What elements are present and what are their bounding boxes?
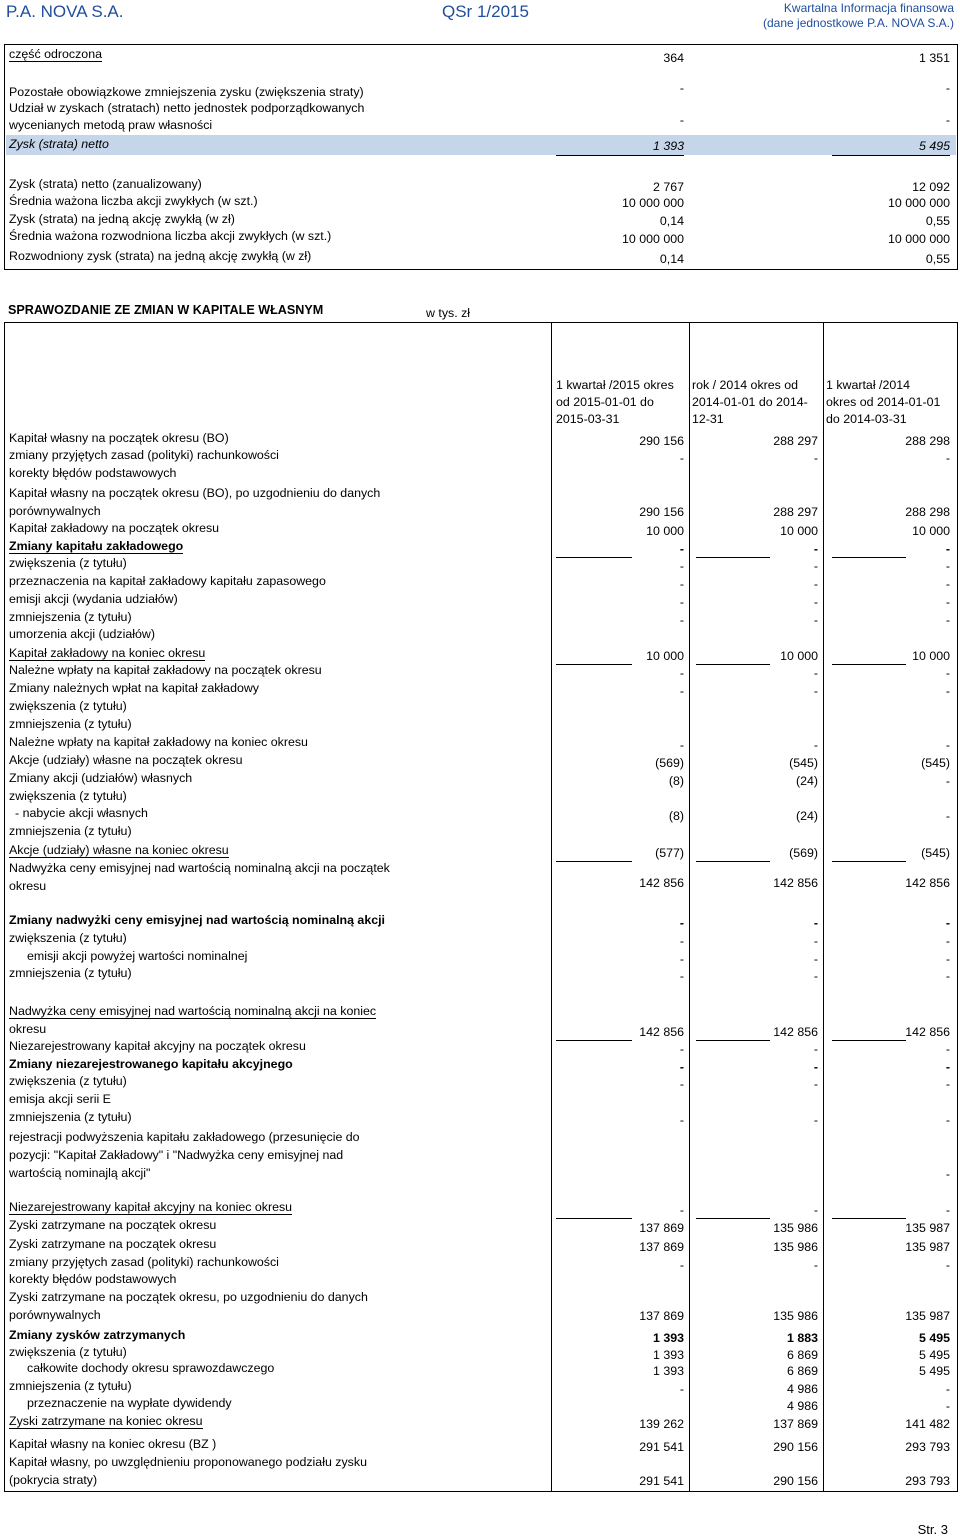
equity-value: 139 262 [639,1417,684,1431]
equity-value: 291 541 [639,1440,684,1454]
equity-row-label-cont: porównywalnych [9,504,101,518]
value-2015: 0,14 [659,252,684,266]
equity-row-label: Kapitał własny na początek okresu (BO), po uzgodnieniu do danych [9,486,381,500]
total-underline [696,664,770,665]
equity-value: 135 987 [905,1240,950,1254]
col-header-line: od 2015-01-01 do [556,395,654,409]
equity-value: (8) [668,809,684,823]
total-underline [832,1040,906,1041]
equity-value: - [945,684,950,698]
equity-value: - [679,1258,684,1272]
equity-row-label: Zmiany niezarejestrowanego kapitału akcyjnego [9,1057,293,1071]
equity-value: - [813,1042,818,1056]
equity-value: - [945,451,950,465]
total-underline [696,557,770,558]
equity-value: 5 495 [918,1348,950,1362]
equity-row-label: przeznaczenia na kapitał zakładowy kapitału zapasowego [9,574,326,588]
equity-value: - [679,577,684,591]
equity-value: - [945,542,950,556]
total-underline [832,664,906,665]
equity-row-label: zwiększenia (z tytułu) [9,556,127,570]
equity-row-label: Zmiany nadwyżki ceny emisyjnej nad wartością nominalną akcji [9,913,385,927]
col-header-line: 12-31 [692,412,724,426]
equity-row-label: Zmiany zysków zatrzymanych [9,1328,186,1342]
col-header-q1-2014 [826,377,940,428]
equity-value: 10 000 [780,524,818,538]
page-number: Str. 3 [917,1522,948,1537]
equity-value: - [679,934,684,948]
equity-value: 10 000 [912,649,950,663]
equity-row-label: Kapitał zakładowy na początek okresu [9,521,220,535]
equity-value: 137 869 [639,1309,684,1323]
equity-value: - [679,738,684,752]
equity-row-label-cont: wartością nominajlą akcji" [9,1166,151,1180]
equity-value: - [945,1399,950,1413]
equity-row-label: zmniejszenia (z tytułu) [9,1379,132,1393]
equity-value: 288 297 [773,505,818,519]
equity-row-label: Akcje (udziały) własne na koniec okresu [9,843,229,857]
equity-row-label: emisja akcji serii E [9,1092,111,1106]
report-scope: (dane jednostkowe P.A. NOVA S.A.) [763,16,954,30]
equity-value: 288 298 [905,434,950,448]
equity-row-label: przeznaczenie na wypłate dywidendy [27,1396,232,1410]
equity-value: - [813,451,818,465]
equity-row-label: emisji akcji (wydania udziałów) [9,592,178,606]
equity-value: - [679,1382,684,1396]
equity-row-label: Zyski zatrzymane na początek okresu [9,1218,217,1232]
equity-value: 137 869 [773,1417,818,1431]
equity-row-label: zmniejszenia (z tytułu) [9,610,132,624]
equity-row-label: Nadwyżka ceny emisyjnej nad wartością nominalną akcji na koniec [9,1004,377,1018]
equity-value: (577) [655,846,684,860]
col-header-line: do 2014-03-31 [826,412,907,426]
value-2014: - [945,81,950,95]
equity-value: - [679,1060,684,1074]
col-header-q1-2015 [556,377,674,428]
equity-value: 1 393 [652,1348,684,1362]
total-underline [696,1218,770,1219]
value-2014: 0,55 [925,214,950,228]
equity-value: (569) [789,846,818,860]
unit-label: w tys. zł [426,306,471,320]
equity-value: - [945,1382,950,1396]
row-label: Zysk (strata) netto (zanualizowany) [9,177,202,191]
equity-value: - [813,559,818,573]
total-underline [832,1218,906,1219]
col-header-line: okres od 2014-01-01 [826,395,941,409]
equity-row-label: umorzenia akcji (udziałów) [9,627,155,641]
total-underline [696,861,770,862]
equity-row-label: Zmiany akcji (udziałów) własnych [9,771,193,785]
equity-row-label-cont: (pokrycia straty) [9,1473,98,1487]
equity-value: - [679,1113,684,1127]
equity-row-label: Niezarejestrowany kapitał akcyjny na koniec okresu [9,1200,293,1214]
equity-value: - [813,1203,818,1217]
equity-row-label: Kapitał własny na początek okresu (BO) [9,431,229,445]
equity-value: 135 986 [773,1309,818,1323]
equity-value: - [679,666,684,680]
equity-value: - [945,559,950,573]
equity-value: 142 856 [773,1025,818,1039]
equity-value: 137 869 [639,1240,684,1254]
equity-value: - [813,613,818,627]
col-header-line: rok / 2014 okres od [692,378,799,392]
equity-value: 288 298 [905,505,950,519]
equity-value: - [679,684,684,698]
row-label: Zysk (strata) na jedną akcję zwykłą (w zł) [9,212,235,226]
equity-value: 5 495 [918,1331,950,1345]
equity-value: (569) [655,756,684,770]
equity-value: 135 986 [773,1221,818,1235]
value-2015: - [679,81,684,95]
equity-row-label: Kapitał własny, po uwzględnieniu proponowanego podziału zysku [9,1455,367,1469]
value-2014: 1 351 [918,51,950,65]
equity-value: 288 297 [773,434,818,448]
equity-value: 142 856 [639,1025,684,1039]
total-underline [556,557,632,558]
equity-value: 10 000 [646,649,684,663]
equity-row-label: zmniejszenia (z tytułu) [9,966,132,980]
equity-row-label: zmniejszenia (z tytułu) [9,717,132,731]
equity-row-label: Kapitał własny na koniec okresu (BZ ) [9,1437,217,1451]
page-header [0,0,960,42]
total-underline [832,861,906,862]
equity-value: - [945,1113,950,1127]
equity-value: 6 869 [786,1364,818,1378]
equity-row-label: zwiększenia (z tytułu) [9,1074,127,1088]
equity-value: 1 883 [786,1331,818,1345]
equity-value: 4 986 [786,1382,818,1396]
equity-value: (545) [921,846,950,860]
equity-value: - [679,595,684,609]
equity-row-label: Akcje (udziały) własne na początek okresu [9,753,243,767]
equity-value: - [679,1203,684,1217]
company-name: P.A. NOVA S.A. [6,2,124,21]
col-header-line: 2015-03-31 [556,412,620,426]
equity-value: 135 987 [905,1221,950,1235]
equity-value: - [813,934,818,948]
equity-value: 142 856 [773,876,818,890]
equity-value: 5 495 [918,1364,950,1378]
equity-value: 135 986 [773,1240,818,1254]
value-2014: 10 000 000 [887,196,950,210]
equity-value: 142 856 [905,1025,950,1039]
equity-value: 6 869 [786,1348,818,1362]
equity-value: - [813,666,818,680]
equity-value: - [945,1060,950,1074]
row-label: Średnia ważona liczba akcji zwykłych (w szt.) [9,194,258,208]
row-label: część odroczona [9,47,102,61]
equity-row-label: zwiększenia (z tytułu) [9,699,127,713]
equity-row-label: zmniejszenia (z tytułu) [9,1110,132,1124]
equity-value: (24) [795,774,818,788]
equity-row-label: Zmiany należnych wpłat na kapitał zakładowy [9,681,260,695]
value-2015: - [679,113,684,127]
equity-value: 10 000 [912,524,950,538]
equity-row-label: zmniejszenia (z tytułu) [9,824,132,838]
equity-value: (8) [668,774,684,788]
equity-value: - [813,1077,818,1091]
row-label: Zysk (strata) netto [9,137,109,151]
equity-row-label: korekty błędów podstawowych [9,1272,177,1286]
equity-value: - [945,666,950,680]
equity-row-label-cont: okresu [9,1022,47,1036]
equity-value: - [679,451,684,465]
col-divider [551,323,552,1491]
equity-value: - [945,969,950,983]
total-underline [696,1040,770,1041]
equity-row-label-cont: okresu [9,879,47,893]
equity-value: 142 856 [639,876,684,890]
equity-value: - [945,738,950,752]
row-label: Rozwodniony zysk (strata) na jedną akcję zwykłą (w zł) [9,249,312,263]
equity-value: 293 793 [905,1474,950,1488]
equity-row-label: - nabycie akcji własnych [15,806,148,820]
total-underline [556,861,632,862]
equity-value: 135 987 [905,1309,950,1323]
equity-value: - [945,595,950,609]
equity-value: 290 156 [639,505,684,519]
equity-value: - [945,577,950,591]
equity-row-label: Zyski zatrzymane na początek okresu, po uzgodnieniu do danych [9,1290,368,1304]
equity-row-label: całkowite dochody okresu sprawozdawczego [27,1361,275,1375]
equity-value: - [679,613,684,627]
equity-row-label: Zyski zatrzymane na koniec okresu [9,1414,203,1428]
equity-value: - [679,1077,684,1091]
equity-row-label: zwiększenia (z tytułu) [9,1345,127,1359]
equity-row-label: Zyski zatrzymane na początek okresu [9,1237,217,1251]
equity-value: (545) [789,756,818,770]
value-2015: 364 [663,51,684,65]
value-2014: 0,55 [925,252,950,266]
value-2015: 10 000 000 [621,232,684,246]
equity-value: - [679,969,684,983]
equity-row-label: zmiany przyjętych zasad (polityki) rachunkowości [9,448,279,462]
equity-value: 1 393 [652,1331,684,1345]
row-label: Udział w zyskach (stratach) netto jednostek podporządkowanych [9,101,365,115]
col-header-line: 1 kwartał /2015 okres [556,378,674,392]
equity-value: - [945,934,950,948]
equity-value: 141 482 [905,1417,950,1431]
equity-value: - [945,1167,950,1181]
equity-value: 137 869 [639,1221,684,1235]
total-underline [556,664,632,665]
equity-value: - [813,542,818,556]
equity-value: - [813,1060,818,1074]
col-divider [823,323,824,1491]
value-2015: 1 393 [652,139,684,153]
equity-value: - [945,1077,950,1091]
equity-value: - [813,684,818,698]
equity-value: (545) [921,756,950,770]
equity-value: - [679,559,684,573]
value-2014: 5 495 [918,139,950,153]
equity-row-label: zwiększenia (z tytułu) [9,931,127,945]
col-header-year-2014 [692,377,808,428]
value-2014: - [945,113,950,127]
total-underline [832,557,906,558]
equity-value: - [945,809,950,823]
equity-value: - [945,1042,950,1056]
equity-value: - [679,916,684,930]
equity-value: - [945,1203,950,1217]
report-id: QSr 1/2015 [442,2,529,21]
equity-row-label: Należne wpłaty na kapitał zakładowy na początek okresu [9,663,322,677]
equity-row-label: rejestracji podwyższenia kapitału zakładowego (przesunięcie do [9,1130,360,1144]
equity-value: - [945,1258,950,1272]
value-2015: 0,14 [659,214,684,228]
col-header-line: 1 kwartał /2014 [826,378,911,392]
row-label-cont: wycenianych metodą praw własności [9,118,213,132]
equity-row-label-cont: porównywalnych [9,1308,101,1322]
equity-title: SPRAWOZDANIE ZE ZMIAN W KAPITALE WŁASNYM [8,303,324,317]
equity-row-label: Kapitał zakładowy na koniec okresu [9,646,206,660]
col-header-line: 2014-01-01 do 2014- [692,395,808,409]
report-type: Kwartalna Informacja finansowa [783,1,954,15]
value-2014: 12 092 [912,180,950,194]
value-2015: 10 000 000 [621,196,684,210]
equity-value: 4 986 [786,1399,818,1413]
equity-row-label: korekty błędów podstawowych [9,466,177,480]
equity-value: - [813,595,818,609]
equity-value: - [813,952,818,966]
equity-row-label: Należne wpłaty na kapitał zakładowy na koniec okresu [9,735,308,749]
equity-value: - [945,916,950,930]
equity-row-label: Zmiany kapitału zakładowego [9,539,184,553]
equity-value: - [813,738,818,752]
equity-value: - [945,952,950,966]
equity-row-label: Niezarejestrowany kapitał akcyjny na początek okresu [9,1039,306,1053]
total-underline [556,1040,632,1041]
equity-row-label: zwiększenia (z tytułu) [9,789,127,803]
equity-value: - [813,1258,818,1272]
total-underline [832,155,950,156]
equity-value: 290 156 [639,434,684,448]
equity-value: 10 000 [780,649,818,663]
equity-row-label-cont: pozycji: "Kapitał Zakładowy" i "Nadwyżka ceny emisyjnej nad [9,1148,344,1162]
row-label: Średnia ważona rozwodniona liczba akcji zwykłych (w szt.) [9,229,332,243]
value-2015: 2 767 [652,180,684,194]
equity-value: 291 541 [639,1474,684,1488]
equity-value: - [679,952,684,966]
equity-row-label: emisji akcji powyżej wartości nominalnej [27,949,248,963]
equity-value: 142 856 [905,876,950,890]
equity-row-label: Nadwyżka ceny emisyjnej nad wartością nominalną akcji na początek [9,861,390,875]
equity-value: - [813,577,818,591]
col-divider [689,323,690,1491]
equity-value: 293 793 [905,1440,950,1454]
equity-value: - [945,613,950,627]
equity-value: (24) [795,809,818,823]
value-2014: 10 000 000 [887,232,950,246]
equity-value: - [813,916,818,930]
equity-value: 10 000 [646,524,684,538]
total-underline [556,155,684,156]
equity-value: 290 156 [773,1474,818,1488]
equity-value: 290 156 [773,1440,818,1454]
row-label: Pozostałe obowiązkowe zmniejszenia zysku (zwiększenia straty) [9,85,364,99]
equity-value: - [945,774,950,788]
total-underline [556,1218,632,1219]
equity-value: 1 393 [652,1364,684,1378]
equity-value: - [813,1113,818,1127]
net-profit-highlight [6,135,956,155]
equity-value: - [813,969,818,983]
equity-row-label: zmiany przyjętych zasad (polityki) rachunkowości [9,1255,279,1269]
equity-value: - [679,1042,684,1056]
equity-value: - [679,542,684,556]
